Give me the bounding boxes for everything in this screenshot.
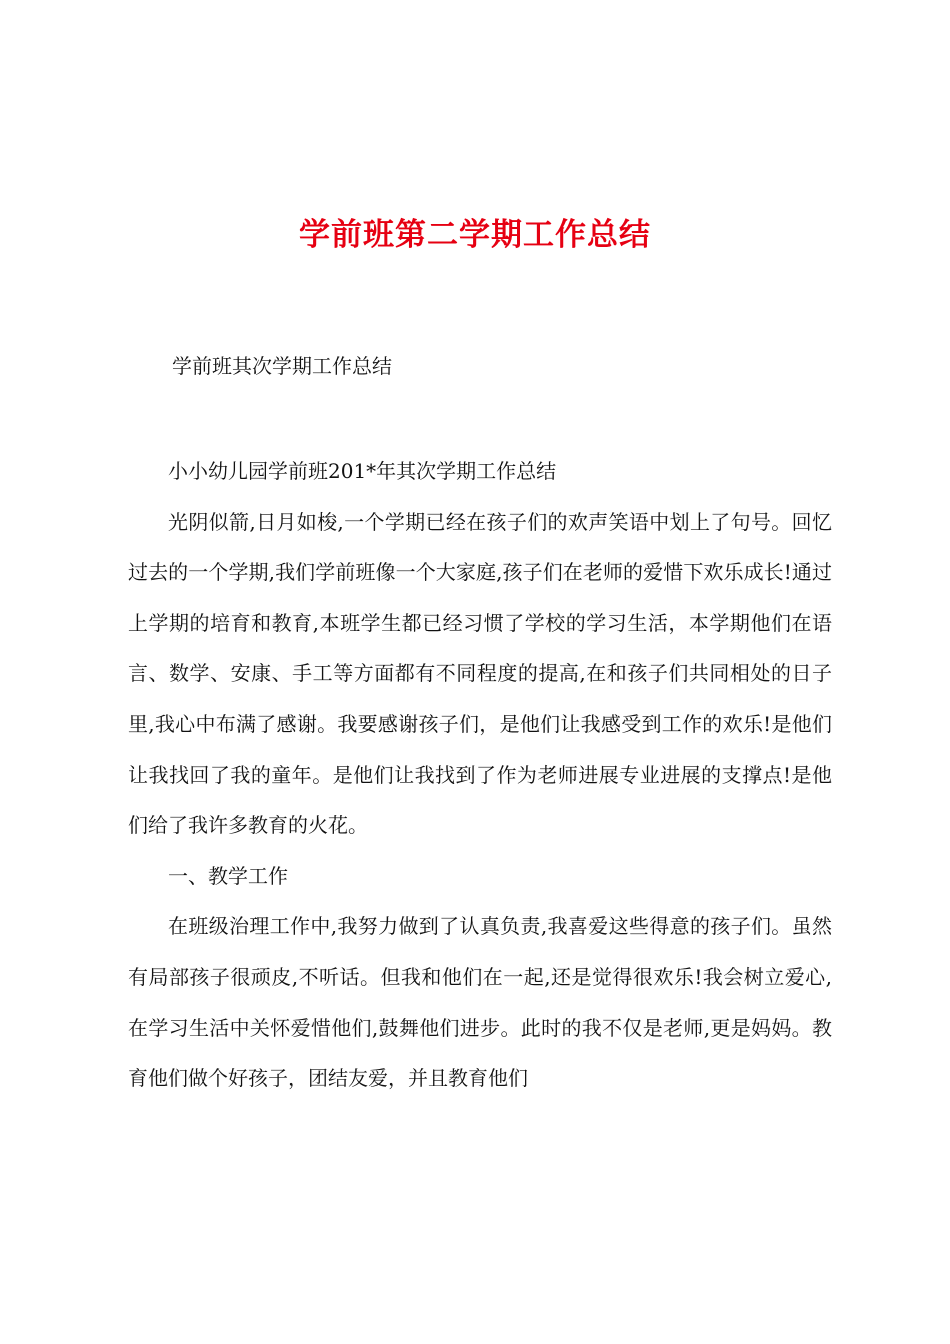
- paragraph-intro: 光阴似箭,日月如梭,一个学期已经在孩子们的欢声笑语中划上了句号。回忆过去的一个学期,我们学前班像一个大家庭,孩子们在老师的爱惜下欢乐成长!通过上学期的培育和教育,本班学生都已经习惯了学校的学习生活，本学期他们在语言、数学、安康、手工等方面都有不同程度的提高,在和孩子们共同相处的日子里,我心中布满了感谢。我要感谢孩子们，是他们让我感受到工作的欢乐!是他们让我找回了我的童年。是他们让我找到了作为老师进展专业进展的支撑点!是他们给了我许多教育的火花。: [128, 509, 832, 838]
- document-subtitle: 学前班其次学期工作总结: [172, 354, 392, 378]
- paragraph-heading-line: 小小幼儿园学前班201*年其次学期工作总结: [168, 459, 557, 483]
- section-heading-teaching: 一、教学工作: [168, 863, 288, 888]
- document-body: [128, 446, 832, 1104]
- page-title: 学前班第二学期工作总结: [299, 217, 651, 253]
- paragraph-class-management: 在班级治理工作中,我努力做到了认真负责,我喜爱这些得意的孩子们。虽然有局部孩子很顽皮,不听话。但我和他们在一起,还是觉得很欢乐!我会树立爱心,在学习生活中关怀爱惜他们,鼓舞他们进步。此时的我不仅是老师,更是妈妈。教育他们做个好孩子，团结友爱，并且教育他们: [128, 914, 832, 1091]
